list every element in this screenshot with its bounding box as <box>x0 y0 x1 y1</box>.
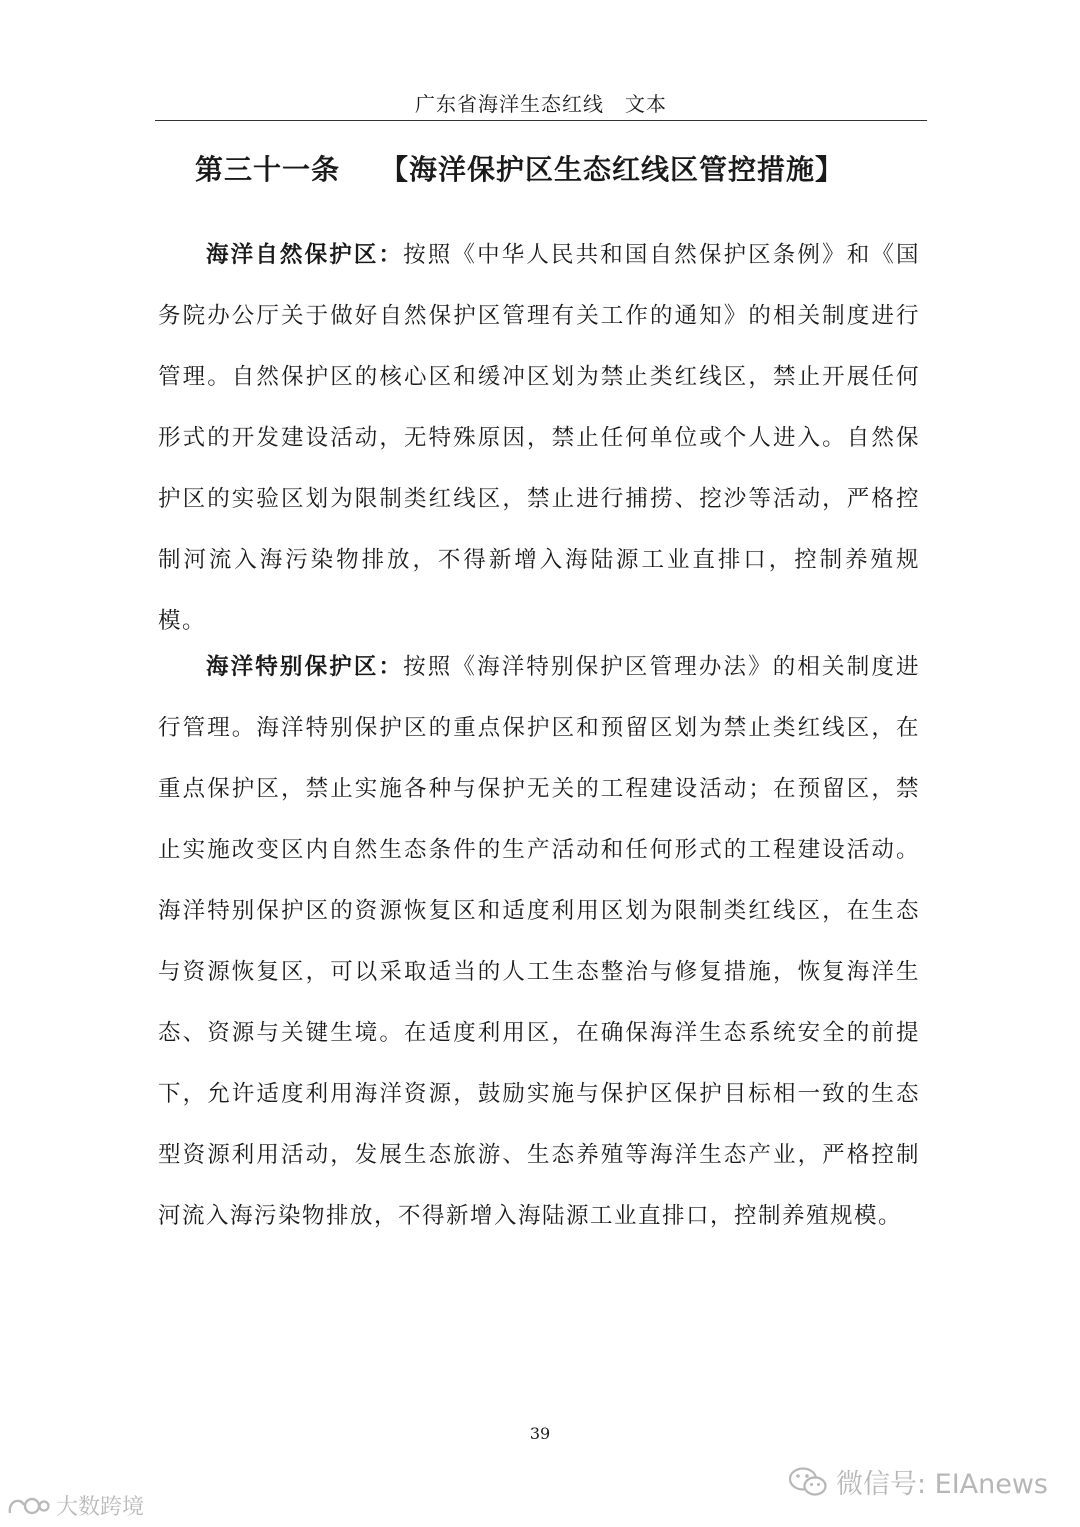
running-header: 广东省海洋生态红线 文本 <box>415 92 667 116</box>
paragraph-lead: 海洋自然保护区： <box>206 242 404 268</box>
article-number: 第三十一条 <box>195 153 341 186</box>
article-heading: 【海洋保护区生态红线区管控措施】 <box>380 153 845 186</box>
article-title <box>195 148 915 188</box>
wechat-watermark <box>788 1462 1048 1501</box>
brand-text: 大数跨境 <box>56 1495 145 1520</box>
paragraph-special-reserve <box>158 637 920 1247</box>
paragraph-lead: 海洋特别保护区： <box>206 654 404 680</box>
paragraph-body: 按照《海洋特别保护区管理办法》的相关制度进行管理。海洋特别保护区的重点保护区和预留区划为禁止类红线区，在重点保护区，禁止实施各种与保护无关的工程建设活动；在预留区，禁止实施改变区内自然生态条件的生产活动和任何形式的工程建设活动。海洋特别保护区的资源恢复区和适度利用区划为限制类红线区，在生态与资源恢复区，可以采取适当的人工生态整治与修复措施，恢复海洋生态、资源与关键生境。在适度利用区，在确保海洋生态系统安全的前提下，允许适度利用海洋资源，鼓励实施与保护区保护目标相一致的生态型资源利用活动，发展生态旅游、生态养殖等海洋生态产业，严格控制河流入海污染物排放，不得新增入海陆源工业直排口，控制养殖规模。 <box>158 654 920 1229</box>
brand-watermark <box>6 1490 144 1521</box>
wechat-id-text: 微信号: EIAnews <box>835 1469 1048 1500</box>
paragraph-nature-reserve <box>158 225 920 652</box>
brand-logo-icon <box>6 1493 50 1519</box>
header-divider <box>155 120 927 121</box>
paragraph-body: 按照《中华人民共和国自然保护区条例》和《国务院办公厅关于做好自然保护区管理有关工作的通知》的相关制度进行管理。自然保护区的核心区和缓冲区划为禁止类红线区，禁止开展任何形式的开发建设活动，无特殊原因，禁止任何单位或个人进入。自然保护区的实验区划为限制类红线区，禁止进行捕捞、挖沙等活动，严格控制河流入海污染物排放，不得新增入海陆源工业直排口，控制养殖规模。 <box>158 242 920 634</box>
wechat-icon <box>788 1466 828 1498</box>
page-number: 39 <box>529 1424 551 1443</box>
